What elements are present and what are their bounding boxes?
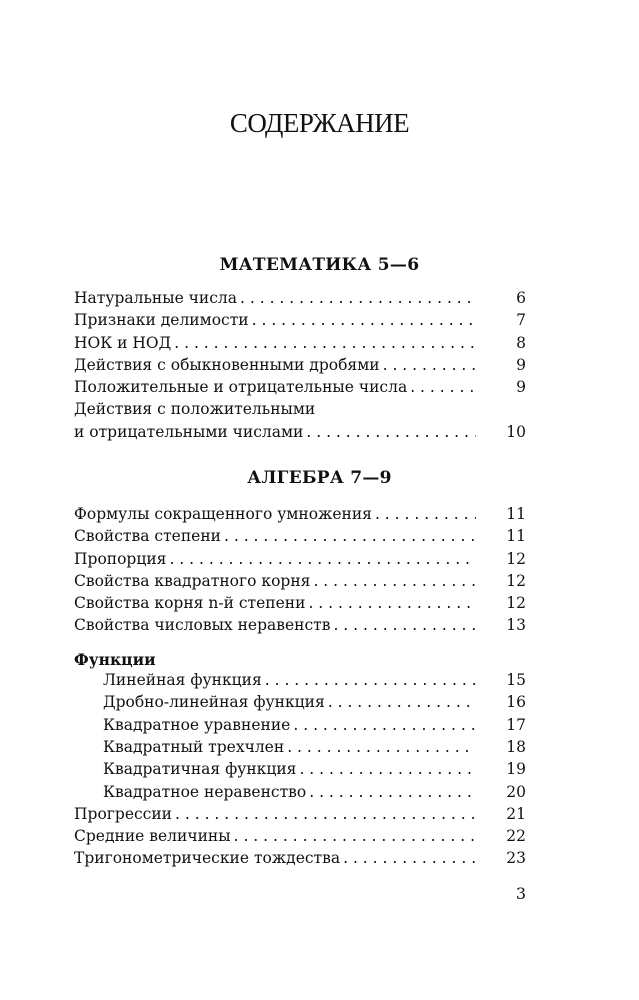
toc-subentry[interactable] — [74, 671, 526, 693]
leader-dots — [171, 334, 476, 352]
leader-dots — [237, 289, 476, 307]
toc-entry-label: Признаки делимости — [74, 311, 249, 330]
toc-entry-label: Квадратный трехчлен — [103, 737, 285, 756]
toc-entry[interactable] — [74, 594, 526, 616]
toc-entry-page: 6 — [516, 289, 526, 307]
toc-entry-page: 7 — [516, 311, 526, 330]
toc-entry-page: 9 — [516, 378, 526, 397]
toc-entry-label: Свойства числовых неравенств — [74, 616, 331, 635]
toc-entry[interactable] — [74, 805, 526, 827]
toc-entry-page: 12 — [506, 549, 526, 568]
section-heading-mathematics: МАТЕМАТИКА 5—6 — [219, 255, 420, 275]
leader-dots — [221, 527, 476, 545]
toc-subentry[interactable] — [74, 783, 526, 805]
toc-entry[interactable] — [74, 423, 526, 445]
toc-subentry[interactable] — [74, 716, 526, 738]
leader-dots — [305, 594, 476, 612]
leader-dots — [296, 760, 476, 778]
toc-entry-page: 23 — [506, 849, 526, 868]
toc-entry-label: Тригонометрические тождества — [74, 849, 341, 868]
toc-subentry[interactable] — [74, 738, 526, 760]
toc-entry-page: 12 — [506, 571, 526, 590]
toc-entry-label: Формулы сокращенного умножения — [74, 505, 372, 523]
toc-entry-label: Действия с обыкновенными дробями — [74, 355, 380, 374]
page-number: 3 — [515, 884, 526, 903]
toc-entry-page: 9 — [516, 355, 526, 374]
leader-dots — [231, 827, 476, 845]
leader-dots — [407, 378, 476, 396]
toc-entry[interactable] — [74, 334, 526, 356]
leader-dots — [249, 311, 476, 329]
toc-entry-page: 11 — [506, 505, 526, 523]
toc-entry-page: 17 — [506, 715, 526, 734]
toc-subentry[interactable] — [74, 693, 526, 715]
toc-entry[interactable] — [74, 550, 526, 572]
toc-entry[interactable] — [74, 527, 526, 549]
toc-entry-label: Свойства квадратного корня — [74, 571, 311, 590]
toc-entry-label: Квадратное уравнение — [103, 715, 291, 734]
toc-entry-label: Прогрессии — [74, 804, 173, 823]
leader-dots — [262, 671, 476, 689]
toc-entry[interactable] — [74, 378, 526, 400]
leader-dots — [284, 738, 476, 756]
leader-dots — [303, 423, 476, 441]
toc-list-mathematics — [74, 289, 526, 445]
toc-entry-page: 22 — [506, 827, 526, 846]
page-title: СОДЕРЖАНИЕ — [229, 108, 410, 138]
toc-entry-label: Положительные и отрицательные числа — [74, 378, 408, 397]
leader-dots — [290, 716, 476, 734]
leader-dots — [172, 805, 476, 823]
toc-entry[interactable] — [74, 616, 526, 638]
leader-dots — [340, 849, 476, 867]
toc-entry-page: 16 — [506, 693, 526, 712]
toc-entry-label: и отрицательными числами — [74, 422, 304, 441]
toc-entry[interactable] — [74, 311, 526, 333]
toc-entry-page: 11 — [506, 527, 526, 546]
toc-entry-label: НОК и НОД — [74, 333, 172, 352]
toc-entry-label: Свойства корня n-й степени — [74, 594, 306, 613]
toc-entry-page: 10 — [506, 422, 526, 441]
toc-entry-page: 15 — [506, 671, 526, 690]
leader-dots — [372, 505, 476, 523]
toc-entry-label: Квадратичная функция — [103, 760, 297, 779]
toc-group-label-functions: Функции — [74, 649, 156, 669]
toc-entry[interactable] — [74, 849, 526, 871]
toc-entry-label: Квадратное неравенство — [103, 782, 307, 801]
toc-entry-label: Дробно-линейная функция — [103, 693, 325, 712]
toc-entry-page: 21 — [506, 804, 526, 823]
leader-dots — [380, 356, 476, 374]
toc-entry-label: Пропорция — [74, 549, 167, 568]
leader-dots — [310, 572, 476, 590]
toc-entry-label: Средние величины — [74, 827, 231, 846]
toc-entry[interactable] — [74, 289, 526, 311]
toc-entry[interactable] — [74, 827, 526, 849]
section-heading-algebra: АЛГЕБРА 7—9 — [247, 468, 392, 488]
toc-list-algebra — [74, 505, 526, 872]
leader-dots — [325, 693, 476, 711]
toc-entry-first-line[interactable] — [74, 400, 526, 422]
toc-entry[interactable] — [74, 572, 526, 594]
toc-entry-page: 8 — [516, 333, 526, 352]
toc-entry[interactable] — [74, 505, 526, 527]
toc-entry-page: 19 — [506, 760, 526, 779]
toc-entry-page: 13 — [506, 616, 526, 635]
toc-entry-page: 20 — [506, 782, 526, 801]
leader-dots — [166, 550, 476, 568]
leader-dots — [330, 616, 476, 634]
toc-entry-label: Свойства степени — [74, 527, 221, 546]
toc-entry-label: Действия с положительными — [74, 400, 316, 419]
toc-entry-label: Натуральные числа — [74, 289, 238, 307]
toc-entry-label: Линейная функция — [103, 671, 262, 690]
toc-entry-page: 12 — [506, 594, 526, 613]
toc-subentry[interactable] — [74, 760, 526, 782]
toc-entry[interactable] — [74, 356, 526, 378]
leader-dots — [306, 783, 476, 801]
toc-entry-page: 18 — [506, 737, 526, 756]
